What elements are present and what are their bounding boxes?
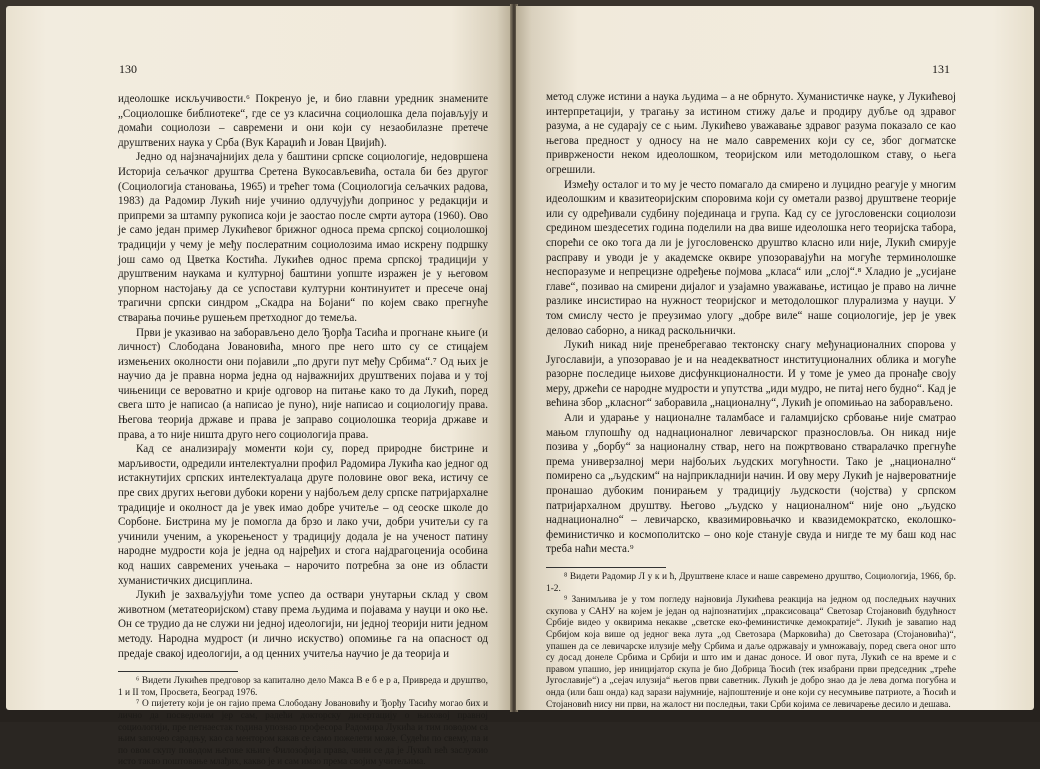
footnote: ⁷ О пијетету који је он гајио према Слободану Јовановићу и Ђорђу Тасићу могао бих и лично да посведочим јер сам, радећи докторску дисертацију о њиховој правној социологији, пре петнаестак година упознао професора Радомира Лукића и тим поводом са њим започео сарадњу, као са ментором какав се само пожелети може. Судећи по свему, па и по овом скупу поводом његове књиге Филозофија права, чини се да је Лукић већ заслужио исто такво поштовање млађих, какво је и сам имао према својим учитељима. [118,699,488,768]
paragraph: Први је указивао на заборављено дело Ђорђа Тасића и прогнане књиге (и личност) Слободана Јовановића, много пре него што су се стицајем измењених околности они појавили „по други пут међу Србима“.⁷ Од њих је научио да је правна норма једна од најважнијих друштвених појава и у тој чињеници се вероватно и крије одговор на питање како то да Лукић, поред свега што је написао (а написао је пуно), није написао и социологију права. Његова теорија државе и права је заправо социолошка теорија државе и права, а то није ништа друго него социологија права. [118,326,488,441]
footnote-rule [546,567,666,568]
footnote: ⁹ Занимљива је у том погледу најновија Лукићева реакција на једном од последњих научних скупова у САНУ на којем је један од најпознатијих „праксисоваца“ Светозар Стојановић будућност Србије видео у оквирима некакве „светске еко-феминистичке демократије“. Лукић је завапио над Србијом која више од једног века лута „од Светозара (Марковића) до Светозара (Стојановића)“, упашен да се левичарске илузије међу Србима и даље одржавају и умножавају, поред свега оног што су досад донеле Србима и Србији и што им и данас доносе. И овог пута, Лукић се на време и с правом упашио, јер инициjатор скупа је био Добрица Ћосић (тек изабрани први председник „треће Југославије“) а „сејач илузија“ његов први саветник. Лукић је добро знао да је лева догма погубна и онда (или баш онда) кад зарази најумније, најпоштеније и оне који су несумњиве патриоте, а Ћосић и Стојановић нису ни први, на жалост ни последњи, таки Срби којима се левичарење десило и дешава. [546,595,956,710]
page-number-left: 130 [119,62,137,76]
paragraph: метод служе истини а наука људима – а не обрнуто. Хуманистичке науке, у Лукићевој интерпретацији, у трагању за истином стижу даље и продиру дубље од здравог разума, а не сударају се с њим. Лукићево уважавање здравог разума показало се као његова предност у односу на не мало савремених који су се, због догматске привржености неком идеолошком, теоријском или методолошком ставу, о њега огрешили. [546,91,956,176]
paragraph: Лукић никад није пренебрегавао тектонску снагу међунационалних спорова у Југославији, а упозоравао је и на неадекватност институционалних облика и могуће разорне последице њихове дисфункционалности. И у томе је умео да пронађе своју меру, држећи се народне мудрости и упутства „иди мудро, не питај него будно“. Кад је већина збор „класног“ заборавила „националну“, Лукић је опомињао на заборављено. [546,339,956,410]
left-page [6,6,512,768]
paragraph: Али и ударање у националне таламбасе и галамџијско србовање није сматрао мањом глупошћу од наднационалног левичарског празнословља. Он никад није позива у „борбу“ за националну ствар, него на пожртвовано стваралачко прегнуће према универзалној мери најбољих људских могућности. Тако је „национално“ помирено са „људским“ на најприкладнији начин. И ову меру Лукић је највероватније пронашао дубоким понирањем у традицију људскости (чојства) у српском патријархалном друштву. Његово „људско у националном“ није оно „људско наднационално“ – левичарско, квазимировњачко и квазидемократско, еколошко-феминистичко и космополитско – оно које станује свуда и нигде те му баш код нас треба наћи места.⁹ [546,412,956,556]
left-page-text [118,92,488,769]
paragraph: Једно од најзначајнијих дела у баштини српске социологије, недовршена Историја сељачког друштва Сретена Вукосављевића, остала би без другог (Социологија становања, 1965) и трећег тома (Социологија сељачких радова, 1983) да Радомир Лукић није учинио одлучујући допринос у редакцији и припреми за штампу рукописа који је заостао после смрти аутора (1960). Ово је само један пример Лукићевог брижног односа према српској социолошкој традицији у чему је међу послератним социолозима имао искрену подршку још само од Цветка Костића. Лукићев однос према српској традицији у друштвеним наукама и културној баштини уопште изражен је у његовом упорном настојању да се успостави културни континуитет и пресече онај трагични српски синдром „Скадра на Бојани“ по којем свако прегнуће стварања почиње рушењем претходног до темеља. [118,151,488,324]
paragraph: идеолошке искључивости.⁶ Покренуо је, и био главни уредник знамените „Социолошке библиотеке“, где се уз класична социолошка дела појављују и домаћи социолози – савремени и они који су незаобилазне претече друштвених наука у Срба (Вук Караџић и Јован Цвијић). [118,93,488,149]
footnote: ⁶ Видети Лукићев предговор за капитално дело Макса В е б е р а, Привреда и друштво, 1 и II том, Просвета, Београд 1976. [118,676,488,698]
page-number-right: 131 [932,62,950,76]
right-page [516,6,1034,710]
right-page-text [546,90,956,711]
paragraph: Лукић је захваљујући томе успео да оствари унутарњи склад у свом животном (метатеоријском) ставу према људима и појавама у науци и око ње. Он се трудио да не служи ни једној идеологији, ни једној теорији нити једном методу. Народна мудрост (и лично искуство) опомиње га на опасност од предаје свакој идеологији, а од ценних учитеља научио је да теорија и [118,589,488,660]
footnote: ⁸ Видети Радомир Л у к и ћ, Друштвене класе и наше савремено друштво, Социологија, 1966, бр. 1-2. [546,572,956,594]
paragraph: Између осталог и то му је често помагало да смирено и луцидно реагује у многим идеолошким и квазитеоријским споровима који су ометали развој друштвене теорије или су одређивали судбину појединаца и група. Кад су се југословенски социолози средином шездесетих година поделили на два више идеолошка него теоријска табора, спорећи се око тога да ли је југословенско друштво класно или није, Лукић смирује расправу и уводи је у академске оквире упозоравајући на могуће терминолошке неспоразуме и непрецизне одређење појмова „класа“ или „слој“.⁸ Хладио је „усијане главе“, позивао на смирени дијалог и узајамно уважавање, истицао је право на личне разлике инсистирао на нужност теоријског и методолошког плурализма у науци. У том смислу често је преузимао улогу „добре виле“ наше социологије, јер је увек деловао саборно, а никад раскольнички. [546,178,956,337]
footnote-rule [118,671,238,672]
paragraph: Кад се анализирају моменти који су, поред природне бистрине и марљивости, одредили интелектуални профил Радомира Лукића као једног од истакнутијих српских интелектуалаца друге половине овог века, истичу се пре свих других његови дубоки корени у најбољем делу српске патријархалне традиције и околност да је увек имао добре учитеље – од сеоске школе до Сорбоне. Бистрина му је помогла да брзо и лако учи, добри учитељи су га учинили ученим, а укорењеност у традицију додала је на ученост патину народне мудрости која је једна од најређих и стога најдрагоценија особина код наших савремених учењака – нарочито потребна за оне из области хуманистичких дисциплина. [118,443,488,587]
